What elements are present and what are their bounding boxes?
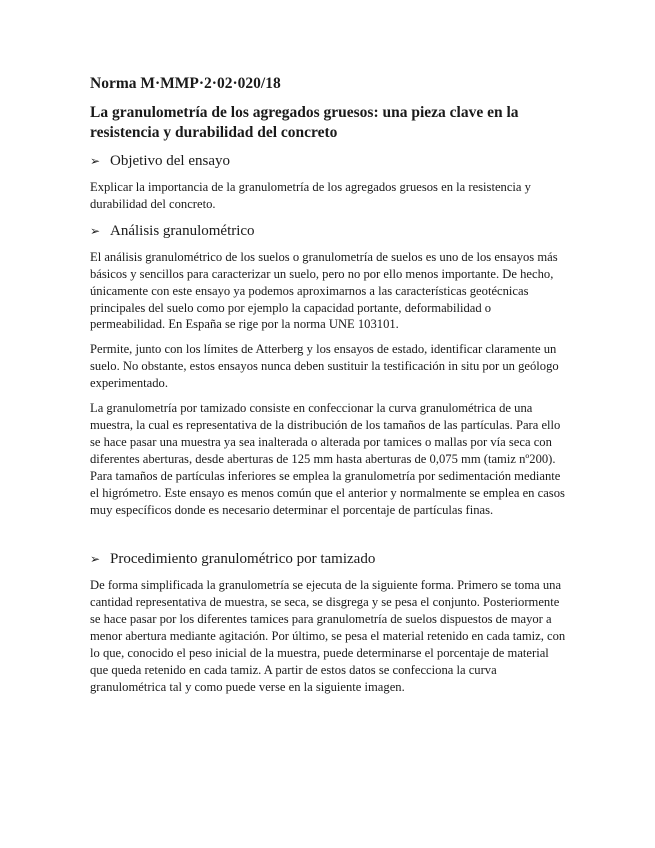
spacer (90, 526, 568, 549)
section-heading-analisis (90, 221, 568, 241)
document-title: La granulometría de los agregados gruesos: una pieza clave en la resistencia y durabilidad del concreto (90, 104, 519, 141)
document-page (90, 74, 568, 704)
section-heading-label: Análisis granulométrico (110, 222, 255, 239)
arrow-bullet-icon: ➢ (90, 154, 101, 168)
arrow-bullet-icon: ➢ (90, 223, 101, 238)
section-heading-objetivo (90, 151, 568, 171)
norma-code: Norma M·MMP·2·02·020/18 (90, 75, 281, 92)
section-heading-label: Objetivo del ensayo (110, 153, 230, 169)
paragraph: De forma simplificada la granulometría se ejecuta de la siguiente forma. Primero se toma una cantidad representativa de muestra, se seca, se disgrega y se pesa el conjunto. Posteriormente se hace pasar por los diferentes tamices para granulometría de suelos dispuestos de mayor a menor abertura mediante agitación. Por último, se pesa el material retenido en cada tamiz, con lo que, conocido el peso inicial de la muestra, puede determinarse el porcentaje de material que queda retenido en cada tamiz. A partir de estos datos se confecciona la curva granulométrica tal y como puede verse en la siguiente imagen. (90, 578, 566, 694)
paragraph: La granulometría por tamizado consiste en confeccionar la curva granulométrica de una muestra, la cual es representativa de la distribución de los tamaños de las partículas. Para ello se hace pasar una muestra ya sea inalterada o alterada por tamices o mallas por vía seca con diferentes aberturas, desde aberturas de 125 mm hasta aberturas de 0,075 mm (tamiz nº200). Para tamaños de partículas inferiores se emplea la granulometría por sedimentación mediante el higrómetro. Este ensayo es menos común que el anterior y normalmente se emplea en casos muy específicos donde es necesario determinar el porcentaje de partículas finas. (90, 401, 565, 517)
paragraph: Explicar la importancia de la granulometría de los agregados gruesos en la resistencia y durabilidad del concreto. (90, 180, 531, 211)
paragraph: El análisis granulométrico de los suelos o granulometría de suelos es uno de los ensayos más básicos y sencillos para caracterizar un suelo, pero no por ello menos importante. De hecho, únicamente con este ensayo ya podemos aproximarnos a las características geotécnicas principales del suelo como por ejemplo la capacidad portante, deformabilidad o permeabilidad. En España se rige por la norma UNE 103101. (90, 249, 558, 332)
section-heading-procedimiento (90, 549, 568, 569)
section-heading-label: Procedimiento granulométrico por tamizado (110, 551, 376, 568)
arrow-bullet-icon: ➢ (90, 552, 101, 567)
paragraph: Permite, junto con los límites de Atterberg y los ensayos de estado, identificar claramente un suelo. No obstante, estos ensayos nunca deben sustituir la testificación in situ por un geólogo experimentado. (90, 342, 559, 391)
